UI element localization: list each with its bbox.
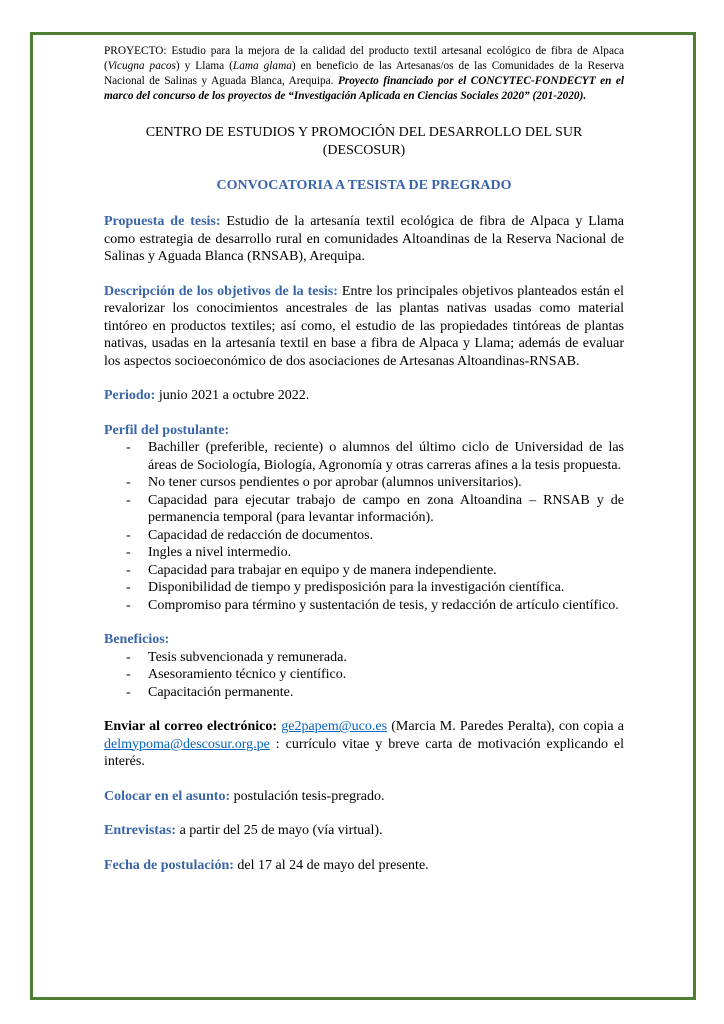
- application-date-section: [104, 857, 624, 875]
- profile-requirement-item-text: Capacidad de redacción de documentos.: [148, 527, 374, 543]
- objectives-label: Descripción de los objetivos de la tesis:: [104, 283, 338, 299]
- period-text: junio 2021 a octubre 2022.: [155, 388, 310, 403]
- list-dash-marker: -: [126, 527, 131, 543]
- list-dash-marker: -: [126, 580, 131, 595]
- list-dash-marker: -: [126, 475, 131, 490]
- profile-requirement-item: [104, 579, 624, 597]
- objectives-section: [104, 283, 624, 371]
- benefit-item: [104, 649, 624, 667]
- benefits-list: [104, 649, 624, 702]
- profile-requirement-item: [104, 492, 624, 527]
- interviews-section: [104, 822, 624, 840]
- list-dash-marker: -: [126, 667, 131, 682]
- benefit-item-text: Tesis subvencionada y remunerada.: [148, 649, 347, 665]
- benefit-item-text: Capacitación permanente.: [148, 684, 294, 700]
- list-dash-marker: -: [126, 492, 131, 508]
- llama-scientific-name: Lama glama: [232, 60, 292, 72]
- project-middle-1: ) y Llama (: [175, 60, 233, 72]
- profile-requirement-item-text: Capacidad para trabajar en equipo y de manera independiente.: [148, 562, 497, 578]
- profile-requirement-item-text: Capacidad para ejecutar trabajo de campo en zona Altoandina – RNSAB y de permanencia temporal (para levantar información).: [148, 492, 624, 525]
- proposal-text: Estudio de la artesanía textil ecológica de fibra de Alpaca y Llama como estrategia de desarrollo rural en comunidades Altoandinas de la Reserva Nacional de Salinas y Aguada Blanca (RNSAB), Arequipa.: [104, 214, 625, 264]
- proposal-section: [104, 213, 624, 266]
- email-link-copy[interactable]: delmypoma@descosur.org.pe: [104, 736, 270, 752]
- project-note: [104, 44, 624, 104]
- objectives-text: Entre los principales objetivos planteados están el revalorizar los conocimientos ancestrales de las plantas nativas usadas como material tintóreo en productos textiles; así como, el estudio de las propiedades tintóreas de plantas nativas, usadas en la artesanía textil en base a fibra de Alpaca y Llama; además de evaluar los aspectos socioeconómico de dos asociaciones de Artesanas Altoandinas-RNSAB.: [104, 283, 624, 369]
- profile-requirement-item-text: Bachiller (preferible, reciente) o alumnos del último ciclo de Universidad de las áreas de Sociología, Biología, Agronomía y otras carreras afines a la tesis propuesta.: [148, 440, 624, 473]
- benefit-item-text: Asesoramiento técnico y científico.: [148, 667, 347, 682]
- profile-label: Perfil del postulante:: [104, 422, 230, 438]
- list-dash-marker: -: [126, 545, 131, 560]
- project-middle-2: ) en beneficio de las Artesanas/os de las Comunidades de la Reserva Nacional de Salinas y Aguada Blanca, Arequipa.: [104, 60, 624, 87]
- profile-section: [104, 422, 624, 615]
- benefits-label: Beneficios:: [104, 632, 170, 647]
- period-label: Periodo:: [104, 388, 156, 403]
- email-text-1: (Marcia M. Paredes Peralta), con copia a: [387, 719, 624, 734]
- email-text-2: : currículo vitae y breve carta de motivación explicando el interés.: [104, 736, 624, 769]
- profile-requirement-item: [104, 474, 624, 492]
- period-section: [104, 387, 624, 405]
- organization-acronym: (DESCOSUR): [322, 142, 406, 158]
- profile-requirement-item: [104, 544, 624, 562]
- subject-text: postulación tesis-pregrado.: [230, 788, 385, 804]
- proposal-label: Propuesta de tesis:: [104, 214, 221, 229]
- application-date-label: Fecha de postulación:: [104, 857, 234, 873]
- list-dash-marker: -: [126, 597, 131, 613]
- email-label: Enviar al correo electrónico:: [104, 719, 278, 734]
- list-dash-marker: -: [126, 684, 131, 700]
- profile-requirement-item: [104, 597, 624, 615]
- subject-label: Colocar en el asunto:: [104, 788, 231, 804]
- profile-requirement-item-text: Ingles a nivel intermedio.: [148, 545, 292, 560]
- interviews-label: Entrevistas:: [104, 823, 177, 838]
- list-dash-marker: -: [126, 562, 131, 578]
- application-date-text: del 17 al 24 de mayo del presente.: [233, 857, 429, 873]
- list-dash-marker: -: [126, 440, 131, 455]
- project-prefix: PROYECTO: Estudio para la mejora de la calidad del producto textil artesanal ecológico de fibra de Alpaca (: [104, 45, 624, 72]
- profile-requirement-item: [104, 527, 624, 545]
- document-body: [104, 44, 624, 874]
- funding-note: Proyecto financiado por el CONCYTEC-FONDECYT en el marco del concurso de los proyectos de “Investigación Aplicada en Ciencias Sociales 2020” (201-2020).: [104, 75, 624, 102]
- benefit-item: [104, 666, 624, 684]
- profile-requirement-item-text: No tener cursos pendientes o por aprobar (alumnos universitarios).: [148, 475, 522, 490]
- profile-requirement-item: [104, 439, 624, 474]
- benefits-section: [104, 631, 624, 701]
- organization-title: [104, 124, 624, 159]
- call-title: CONVOCATORIA A TESISTA DE PREGRADO: [216, 178, 512, 193]
- organization-name: CENTRO DE ESTUDIOS Y PROMOCIÓN DEL DESARROLLO DEL SUR: [145, 125, 583, 140]
- benefit-item: [104, 684, 624, 702]
- email-section: [104, 718, 624, 771]
- profile-list: [104, 439, 624, 614]
- subject-section: [104, 788, 624, 806]
- alpaca-scientific-name: Vicugna pacos: [107, 60, 176, 72]
- profile-requirement-item: [104, 562, 624, 580]
- interviews-text: a partir del 25 de mayo (vía virtual).: [176, 823, 383, 838]
- profile-requirement-item-text: Compromiso para término y sustentación de tesis, y redacción de artículo científico.: [148, 597, 619, 613]
- profile-requirement-item-text: Disponibilidad de tiempo y predisposición para la investigación científica.: [148, 580, 565, 595]
- email-link-primary[interactable]: ge2papem@uco.es: [281, 719, 388, 734]
- list-dash-marker: -: [126, 649, 131, 665]
